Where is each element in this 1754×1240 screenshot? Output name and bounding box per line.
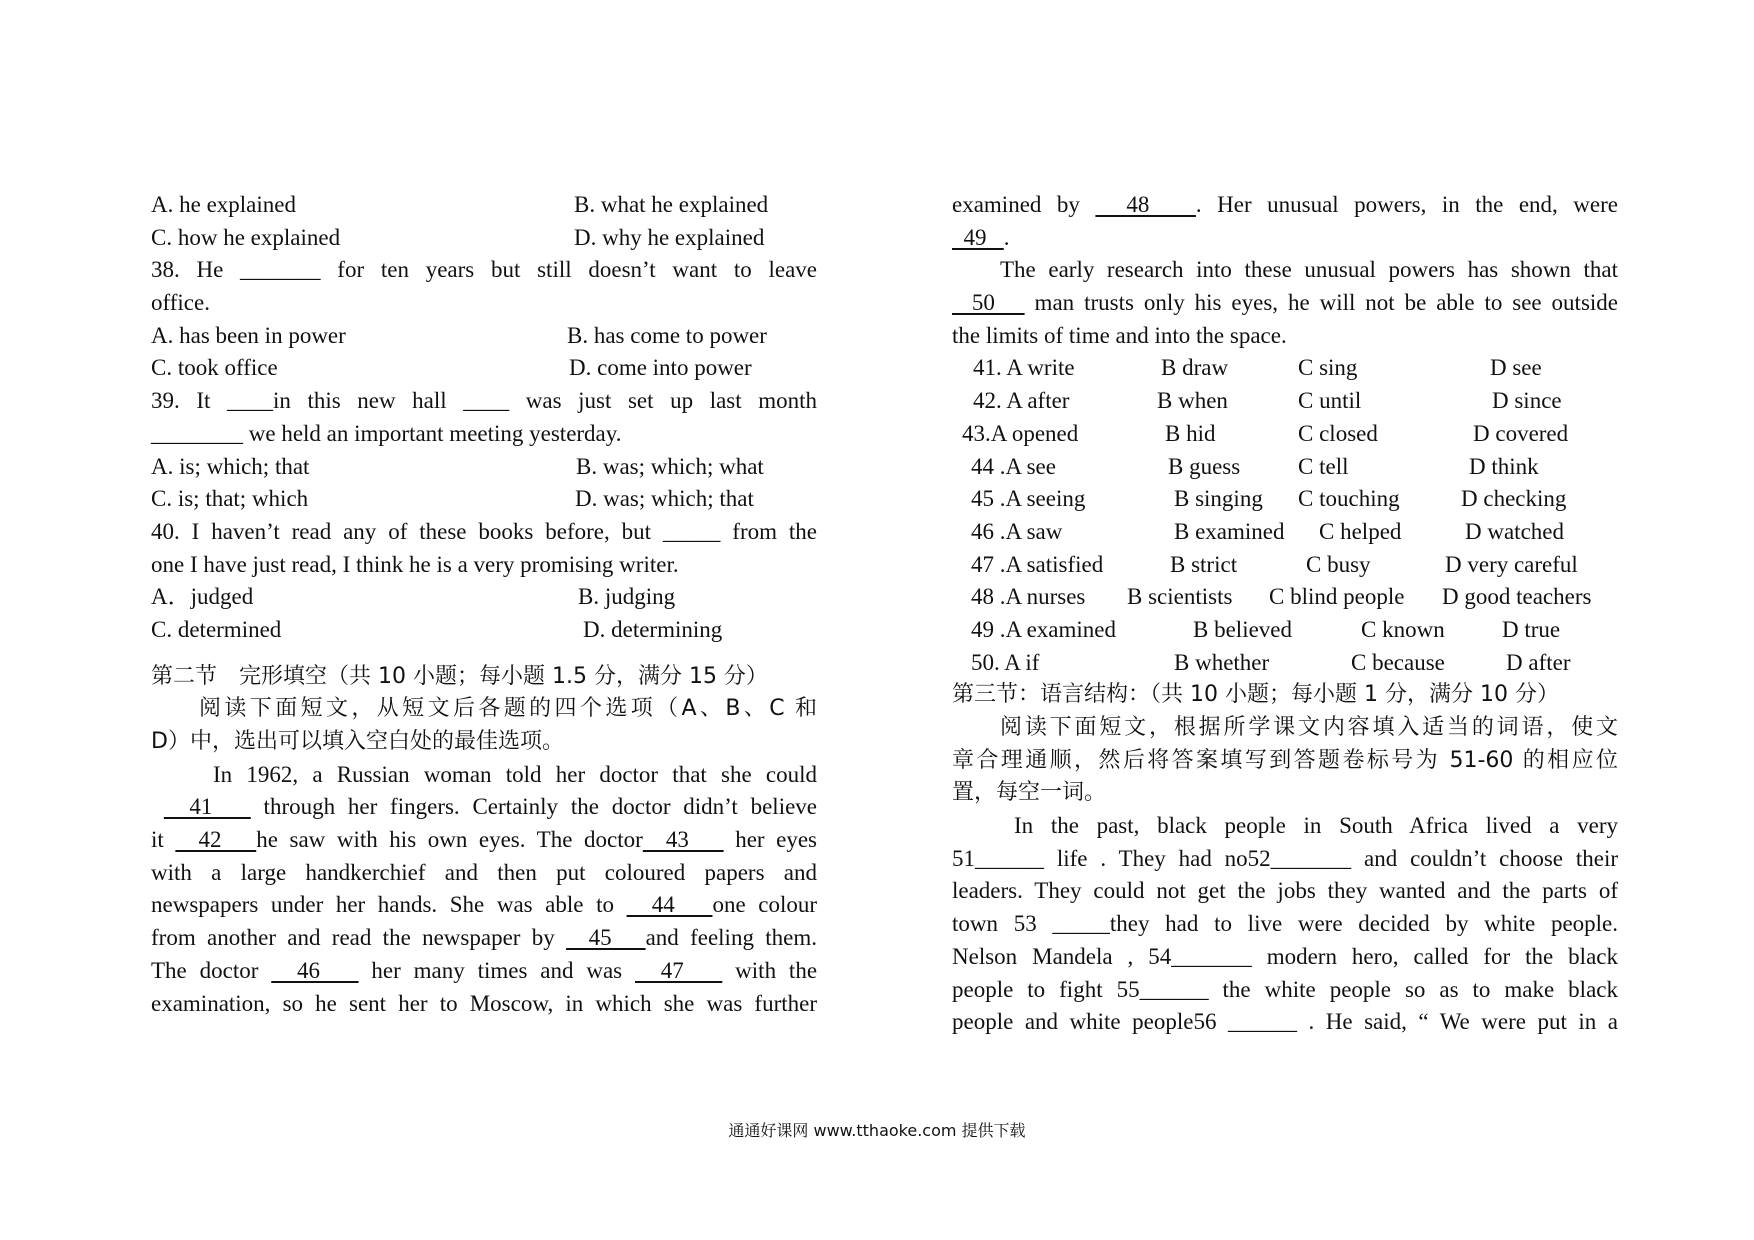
option-46-a: 46 .A saw bbox=[971, 518, 1063, 544]
option-row-45 bbox=[952, 483, 1618, 516]
option-row-43 bbox=[952, 418, 1618, 451]
option-row-46 bbox=[952, 516, 1618, 549]
passage-line7: The doctor 46 her many times and was 47 with the bbox=[151, 957, 817, 983]
option-row-44 bbox=[952, 451, 1618, 484]
q39-option-c: C. is; that; which bbox=[151, 486, 309, 512]
option-46-b: B examined bbox=[1174, 518, 1285, 544]
q39-options-row1 bbox=[151, 451, 817, 484]
q40-options-row2 bbox=[151, 614, 817, 647]
passage-cont-line5: the limits of time and into the space. bbox=[952, 322, 1287, 348]
option-44-d: D think bbox=[1469, 453, 1539, 479]
blank-50: 50 bbox=[952, 290, 1025, 316]
q39-option-d: D. was; which; that bbox=[575, 486, 754, 512]
option-row-49 bbox=[952, 614, 1618, 647]
q39-options-row2 bbox=[151, 483, 817, 516]
q39-option-a: A. is; which; that bbox=[151, 453, 310, 479]
option-42-d: D since bbox=[1492, 388, 1562, 414]
blank-42: 42 bbox=[175, 827, 257, 853]
blank-46: 46 bbox=[271, 957, 359, 983]
right-column bbox=[952, 189, 1618, 1039]
q40-options-row1 bbox=[151, 581, 817, 614]
option-47-a: 47 .A satisfied bbox=[971, 551, 1104, 577]
passage-line8: examination, so he sent her to Moscow, in which she was further bbox=[151, 990, 817, 1016]
option-47-b: B strict bbox=[1170, 551, 1238, 577]
grammar-passage-line5: Nelson Mandela , 54_______ modern hero, called for the black bbox=[952, 943, 1618, 969]
option-43-c: C closed bbox=[1298, 420, 1378, 446]
cloze-options-table bbox=[952, 352, 1618, 679]
passage-cont-line4: 50 man trusts only his eyes, he will not be able to see outside bbox=[952, 290, 1618, 316]
option-43-d: D covered bbox=[1473, 420, 1569, 446]
option-41-d: D see bbox=[1490, 355, 1542, 381]
passage-line2: 41 through her fingers. Certainly the doctor didn’t believe bbox=[163, 794, 817, 820]
option-48-c: C blind people bbox=[1269, 584, 1405, 610]
option-42-c: C until bbox=[1298, 388, 1362, 414]
option-41-b: B draw bbox=[1161, 355, 1229, 381]
q40-option-b: B. judging bbox=[578, 584, 676, 610]
left-column bbox=[151, 189, 817, 1020]
q37-options-row1 bbox=[151, 189, 817, 222]
option-46-d: D watched bbox=[1465, 518, 1564, 544]
option-49-a: 49 .A examined bbox=[971, 616, 1116, 642]
option-49-b: B believed bbox=[1193, 616, 1292, 642]
option-45-b: B singing bbox=[1174, 486, 1263, 512]
grammar-passage-line7: people and white people56 ______ . He said, “ We were put in a bbox=[952, 1009, 1618, 1035]
q39-stem-line2: ________ we held an important meeting yesterday. bbox=[151, 420, 622, 446]
q40-option-c: C. determined bbox=[151, 616, 282, 642]
grammar-passage-line6: people to fight 55______ the white people so as to make black bbox=[952, 976, 1618, 1002]
option-46-c: C helped bbox=[1319, 518, 1402, 544]
option-43-b: B hid bbox=[1165, 420, 1216, 446]
option-49-c: C known bbox=[1361, 616, 1445, 642]
option-row-50 bbox=[952, 647, 1618, 680]
section2-instruction-line2: D）中，选出可以填入空白处的最佳选项。 bbox=[151, 729, 564, 754]
section2-instruction-line1: 阅读下面短文，从短文后各题的四个选项（A、B、C 和 bbox=[199, 696, 817, 722]
option-49-d: D true bbox=[1502, 616, 1561, 642]
option-50-a: 50. A if bbox=[971, 649, 1040, 675]
option-47-d: D very careful bbox=[1445, 551, 1578, 577]
q38-option-d: D. come into power bbox=[569, 355, 752, 381]
option-48-a: 48 .A nurses bbox=[971, 584, 1086, 610]
footer-credit: 通通好课网 www.tthaoke.com 提供下载 bbox=[728, 1121, 1026, 1140]
q40-stem-line2: one I have just read, I think he is a very promising writer. bbox=[151, 551, 679, 577]
section3-instruction-line3: 置，每空一词。 bbox=[952, 780, 1107, 806]
q38-option-c: C. took office bbox=[151, 355, 278, 381]
q37-option-a: A. he explained bbox=[151, 192, 296, 217]
blank-47: 47 bbox=[635, 957, 723, 983]
option-44-c: C tell bbox=[1298, 453, 1349, 479]
option-43-a: 43.A opened bbox=[962, 420, 1079, 446]
section3-instruction-line2: 章合理通顺，然后将答案填写到答题卷标号为 51-60 的相应位 bbox=[952, 747, 1618, 773]
q40-stem-line1: 40. I haven’t read any of these books before, but _____ from the bbox=[151, 518, 817, 544]
option-48-b: B scientists bbox=[1127, 584, 1233, 610]
blank-44: 44 bbox=[626, 892, 713, 918]
option-48-d: D good teachers bbox=[1442, 584, 1592, 610]
passage-line5: newspapers under her hands. She was able to 44 one colour bbox=[151, 892, 817, 918]
blank-43: 43 bbox=[642, 827, 724, 853]
option-50-d: D after bbox=[1506, 649, 1571, 675]
option-44-b: B guess bbox=[1168, 453, 1241, 479]
q38-options-row2 bbox=[151, 352, 817, 385]
option-row-48 bbox=[952, 581, 1618, 614]
option-45-c: C touching bbox=[1298, 486, 1400, 512]
option-50-c: C because bbox=[1351, 649, 1445, 675]
blank-41: 41 bbox=[163, 794, 251, 820]
passage-cont-line3: The early research into these unusual powers has shown that bbox=[1000, 257, 1618, 283]
passage-line3: it 42 he saw with his own eyes. The doctor 43 her eyes bbox=[151, 827, 817, 853]
option-row-41 bbox=[952, 352, 1618, 385]
grammar-passage-line3: leaders. They could not get the jobs they wanted and the parts of bbox=[952, 878, 1618, 904]
option-41-a: 41. A write bbox=[973, 355, 1075, 381]
q38-options-row1 bbox=[151, 320, 817, 353]
q39-option-b: B. was; which; what bbox=[576, 453, 764, 479]
option-47-c: C busy bbox=[1306, 551, 1371, 577]
q38-option-a: A. has been in power bbox=[151, 322, 346, 348]
section3-instruction-line1: 阅读下面短文，根据所学课文内容填入适当的词语，使文 bbox=[1000, 715, 1618, 740]
option-45-d: D checking bbox=[1461, 486, 1567, 512]
q38-stem-line1: 38. He _______ for ten years but still doesn’t want to leave bbox=[151, 257, 817, 283]
q37-option-c: C. how he explained bbox=[151, 224, 341, 250]
blank-49: 49 bbox=[952, 224, 1004, 250]
section3-title: 第三节：语言结构：（共 10 小题；每小题 1 分，满分 10 分） bbox=[952, 682, 1559, 708]
passage-line4: with a large handkerchief and then put coloured papers and bbox=[151, 859, 817, 885]
q40-option-a: A．judged bbox=[151, 584, 254, 610]
q40-option-d: D. determining bbox=[583, 616, 723, 642]
q39-stem-line1: 39. It ____in this new hall ____ was just set up last month bbox=[151, 388, 817, 414]
option-42-a: 42. A after bbox=[973, 388, 1070, 414]
section2-title: 第二节 完形填空（共 10 小题；每小题 1.5 分，满分 15 分） bbox=[151, 663, 768, 689]
q37-options-row2 bbox=[151, 222, 817, 255]
option-row-47 bbox=[952, 549, 1618, 582]
grammar-passage-line4: town 53 _____they had to live were decided by white people. bbox=[952, 911, 1618, 937]
passage-cont-line2: 49 . bbox=[952, 224, 1010, 250]
q38-option-b: B. has come to power bbox=[567, 322, 767, 348]
option-row-42 bbox=[952, 385, 1618, 418]
blank-48: 48 bbox=[1095, 192, 1196, 217]
option-45-a: 45 .A seeing bbox=[971, 486, 1086, 512]
grammar-passage-line2: 51______ life . They had no52_______ and couldn’t choose their bbox=[952, 845, 1618, 871]
option-41-c: C sing bbox=[1298, 355, 1358, 381]
option-44-a: 44 .A see bbox=[971, 453, 1056, 479]
q37-option-b: B. what he explained bbox=[574, 192, 769, 217]
passage-line1: In 1962, a Russian woman told her doctor that she could bbox=[213, 761, 817, 787]
option-42-b: B when bbox=[1157, 388, 1228, 414]
q37-option-d: D. why he explained bbox=[574, 224, 765, 250]
grammar-passage-line1: In the past, black people in South Africa lived a very bbox=[1014, 813, 1618, 839]
passage-cont-line1: examined by 48 . Her unusual powers, in the end, were bbox=[952, 192, 1618, 217]
blank-45: 45 bbox=[566, 925, 646, 951]
option-50-b: B whether bbox=[1174, 649, 1270, 675]
q38-stem-line2: office. bbox=[151, 290, 210, 316]
passage-line6: from another and read the newspaper by 45 and feeling them. bbox=[151, 925, 817, 951]
